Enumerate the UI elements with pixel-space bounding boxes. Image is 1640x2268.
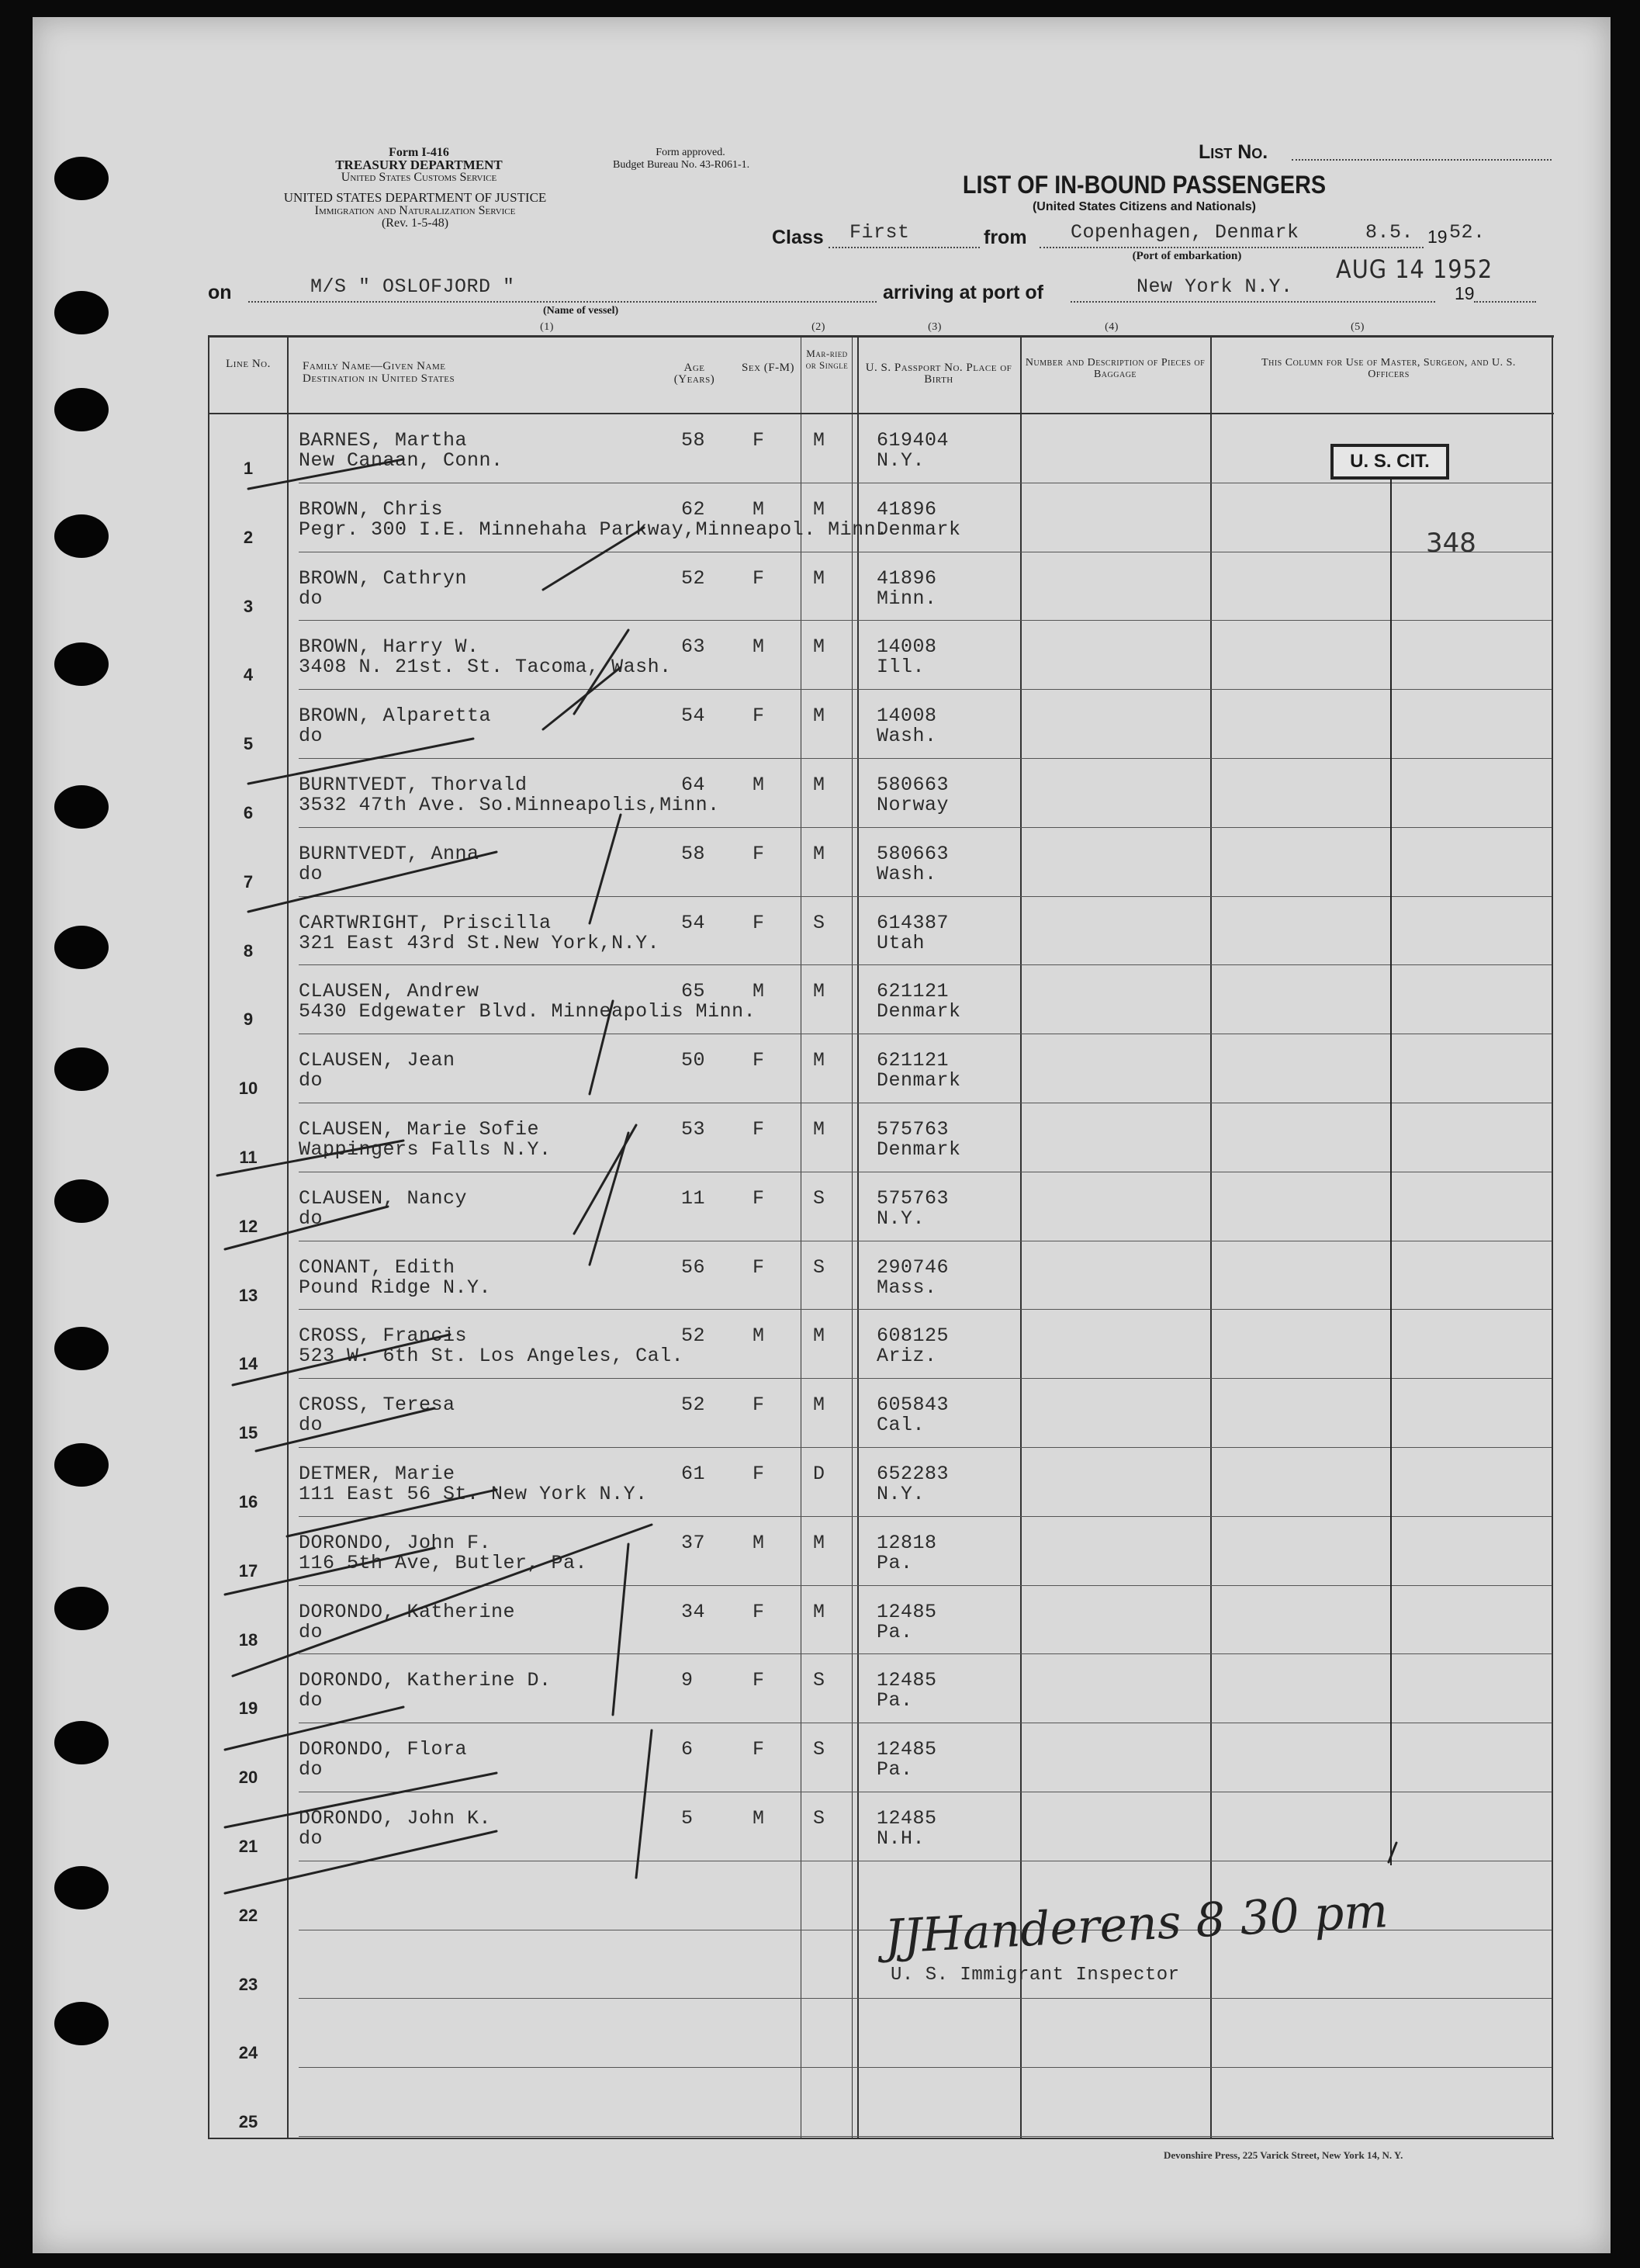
port-value: New York N.Y. [1137,275,1293,298]
passport-number: 652283 [877,1463,950,1485]
place-of-birth: Minn. [877,587,937,610]
line-number: 2 [243,527,254,547]
passenger-age: 34 [681,1600,706,1623]
passenger-sex: F [753,1186,765,1210]
passenger-age: 54 [681,911,706,934]
place-of-birth: Mass. [877,1276,937,1299]
header-passport: U. S. Passport No. Place of Birth [865,362,1012,386]
passport-number: 621121 [877,980,950,1003]
passenger-marital-status: S [813,1738,825,1761]
check-stroke [248,739,473,784]
passenger-destination: do [299,1207,324,1230]
check-stroke [574,630,628,714]
place-of-birth: Utah [877,931,926,954]
from-date: 8.5. [1365,221,1414,244]
passenger-destination: Pound Ridge N.Y. [299,1276,492,1299]
passenger-destination: do [299,1758,324,1782]
passenger-marital-status: M [813,566,825,590]
check-stroke [1389,1843,1396,1862]
check-stroke [225,1548,434,1595]
check-stroke [225,1707,403,1750]
inspector-title: U. S. Immigrant Inspector [891,1965,1180,1986]
col-num-3: (3) [928,321,942,333]
passenger-age: 64 [681,774,706,796]
embark-caption: (Port of embarkation) [1132,250,1242,262]
line-number: 10 [238,1079,258,1099]
check-stroke [613,1544,628,1715]
passport-number: 608125 [877,1324,950,1348]
passenger-sex: F [753,566,765,590]
passenger-marital-status: S [813,1186,825,1210]
page-subtitle: (United States Citizens and Nationals) [1032,200,1257,213]
passenger-sex: F [753,1738,765,1761]
passenger-age: 62 [681,497,706,521]
passenger-destination: do [299,1620,324,1643]
check-stroke [248,459,403,489]
passenger-sex: F [753,429,765,452]
passenger-name: CARTWRIGHT, Priscilla [299,911,552,934]
col-num-5: (5) [1351,321,1365,333]
line-number: 8 [243,940,254,961]
class-value: First [849,221,910,244]
passenger-marital-status: M [813,497,825,521]
passenger-marital-status: S [813,1255,825,1279]
passport-number: 41896 [877,497,937,521]
check-stroke [543,528,644,590]
passenger-age: 54 [681,705,706,728]
line-number: 18 [238,1629,258,1650]
arriving-label: arriving at port of [883,282,1043,303]
passport-number: 14008 [877,705,937,728]
passenger-name: DETMER, Marie [299,1463,455,1485]
place-of-birth: Denmark [877,1069,961,1092]
passenger-name: DORONDO, Katherine [299,1600,516,1623]
line-number: 13 [238,1285,258,1305]
passenger-marital-status: M [813,429,825,452]
header-baggage: Number and Description of Pieces of Baggage [1025,357,1206,380]
place-of-birth: N.Y. [877,1483,926,1505]
passenger-sex: M [753,497,765,521]
header-line-no: Line No. [226,358,271,370]
passenger-destination: do [299,725,324,748]
passenger-name: CROSS, Francis [299,1324,468,1348]
check-stroke [217,1141,403,1176]
passenger-age: 50 [681,1049,706,1072]
passport-number: 12818 [877,1531,937,1554]
year-value: 52. [1449,221,1486,244]
check-stroke [636,1730,652,1878]
line-number: 4 [243,665,254,685]
printer-imprint: Devonshire Press, 225 Varick Street, New York 14, N. Y. [1164,2149,1403,2161]
passenger-name: CLAUSEN, Marie Sofie [299,1118,540,1141]
passenger-marital-status: D [813,1463,825,1485]
passenger-age: 52 [681,1394,706,1417]
place-of-birth: Ariz. [877,1345,937,1368]
arrival-date-stamp: AUG 14 1952 [1336,255,1493,284]
passenger-age: 65 [681,980,706,1003]
passport-number: 290746 [877,1255,950,1279]
passport-number: 12485 [877,1807,937,1830]
line-number: 17 [238,1560,258,1581]
passenger-sex: F [753,911,765,934]
line-number: 9 [243,1009,254,1030]
place-of-birth: Wash. [877,725,937,748]
passenger-name: CLAUSEN, Jean [299,1049,455,1072]
passenger-age: 5 [681,1807,694,1830]
year-label: 19 [1427,227,1448,247]
passenger-age: 56 [681,1255,706,1279]
header-sex: Sex (F-M) [742,362,794,374]
passenger-age: 58 [681,842,706,865]
header-name: Family Name—Given Name [303,360,446,372]
passenger-name: DORONDO, John F. [299,1531,492,1554]
check-stroke [590,1133,628,1265]
col-num-2: (2) [811,321,825,333]
header-officers: This Column for Use of Master, Surgeon, and U. S. Officers [1261,357,1516,380]
revision-label: (Rev. 1-5-48) [381,216,449,230]
line-number: 6 [243,803,254,822]
passport-number: 575763 [877,1186,950,1210]
check-stroke [543,667,621,729]
passenger-name: BURNTVEDT, Thorvald [299,774,528,796]
passport-number: 575763 [877,1118,950,1141]
passenger-name: BROWN, Cathryn [299,566,468,590]
place-of-birth: Cal. [877,1414,926,1437]
check-stroke [248,852,496,912]
passenger-destination: do [299,1069,324,1092]
passenger-name: CLAUSEN, Andrew [299,980,479,1003]
check-stroke [233,1335,450,1385]
passenger-destination: do [299,862,324,885]
passenger-name: CONANT, Edith [299,1255,455,1279]
passenger-age: 11 [681,1186,706,1210]
year2-label: 19 [1455,283,1475,303]
passenger-marital-status: S [813,911,825,934]
passenger-marital-status: S [813,1807,825,1830]
passenger-destination: do [299,1414,324,1437]
line-number: 3 [243,596,254,616]
passport-number: 619404 [877,429,950,452]
passenger-destination: 5430 Edgewater Blvd. Minneapolis Minn. [299,1000,756,1023]
passenger-sex: M [753,774,765,796]
line-number: 11 [239,1148,258,1167]
passenger-sex: F [753,1118,765,1141]
line-number: 7 [243,871,254,892]
passport-number: 12485 [877,1600,937,1623]
line-number: 21 [238,1837,258,1856]
line-number: 22 [238,1905,258,1925]
on-label: on [208,282,232,303]
from-value: Copenhagen, Denmark [1071,221,1299,244]
passenger-name: BROWN, Chris [299,497,444,521]
passenger-marital-status: M [813,842,825,865]
class-label: Class [772,227,824,248]
form-approved: Form approved. [656,147,725,158]
page-title: LIST OF IN-BOUND PASSENGERS [962,171,1327,199]
passenger-marital-status: M [813,774,825,796]
form-number: Form I-416 [389,146,449,159]
passenger-destination: do [299,587,324,610]
passenger-name: BARNES, Martha [299,429,468,452]
check-stroke [287,1490,496,1536]
line-number: 16 [238,1492,258,1511]
passenger-sex: F [753,842,765,865]
passenger-sex: F [753,705,765,728]
justice-label: UNITED STATES DEPARTMENT OF JUSTICE [283,190,547,205]
officer-note: 348 [1426,528,1476,559]
passenger-sex: F [753,1669,765,1692]
passenger-marital-status: M [813,635,825,659]
line-number: 23 [238,1974,258,1994]
passenger-destination: 321 East 43rd St.New York,N.Y. [299,931,660,954]
passenger-name: CLAUSEN, Nancy [299,1186,468,1210]
passport-number: 621121 [877,1049,950,1072]
passenger-sex: M [753,1324,765,1348]
passenger-age: 63 [681,635,706,659]
line-number: 5 [243,734,254,754]
header-age: Age (Years) [673,362,715,386]
passport-number: 14008 [877,635,937,659]
place-of-birth: Pa. [877,1551,913,1574]
passenger-name: DORONDO, John K. [299,1807,492,1830]
passport-number: 605843 [877,1394,950,1417]
passenger-name: CROSS, Teresa [299,1394,455,1417]
passenger-name: BROWN, Harry W. [299,635,479,659]
passenger-sex: F [753,1255,765,1279]
place-of-birth: Norway [877,794,950,816]
passenger-age: 61 [681,1463,706,1485]
passenger-age: 9 [681,1669,694,1692]
passenger-marital-status: M [813,705,825,728]
passport-number: 12485 [877,1669,937,1692]
place-of-birth: N.Y. [877,449,926,472]
passenger-sex: M [753,635,765,659]
place-of-birth: Pa. [877,1689,913,1712]
line-number: 19 [238,1698,258,1719]
place-of-birth: Ill. [877,656,926,679]
passenger-age: 37 [681,1531,706,1554]
place-of-birth: N.H. [877,1827,926,1850]
passport-number: 580663 [877,842,950,865]
check-stroke [233,1525,652,1676]
passport-number: 580663 [877,774,950,796]
passenger-destination: Pegr. 300 I.E. Minnehaha Parkway,Minneapol. Minn. [299,518,888,541]
passenger-sex: F [753,1600,765,1623]
check-stroke [225,1773,496,1827]
passenger-sex: M [753,1807,765,1830]
vessel-name: M/S " OSLOFJORD " [310,275,515,298]
vessel-caption: (Name of vessel) [543,305,619,317]
place-of-birth: Denmark [877,1138,961,1161]
passenger-name: BURNTVEDT, Anna [299,842,479,865]
passenger-marital-status: M [813,1324,825,1348]
col-num-4: (4) [1105,321,1119,333]
passenger-marital-status: M [813,1394,825,1417]
header-destination: Destination in United States [303,372,455,385]
inspector-signature: JJHanderens 8 30 pm [883,1884,1389,1965]
passenger-sex: F [753,1463,765,1485]
line-number: 12 [238,1216,258,1236]
passenger-destination: 523 W. 6th St. Los Angeles, Cal. [299,1345,684,1368]
place-of-birth: Denmark [877,518,961,541]
line-number: 24 [238,2043,258,2063]
passenger-sex: F [753,1049,765,1072]
passenger-destination: 116 5th Ave, Butler, Pa. [299,1551,588,1574]
place-of-birth: Pa. [877,1620,913,1643]
place-of-birth: Wash. [877,862,937,885]
place-of-birth: N.Y. [877,1207,926,1230]
passenger-name: DORONDO, Flora [299,1738,468,1761]
passenger-sex: M [753,1531,765,1554]
passenger-sex: F [753,1394,765,1417]
check-stroke [225,1207,388,1249]
header-married: Mar-ried or Single [805,348,849,371]
passenger-destination: 3408 N. 21st. St. Tacoma, Wash. [299,656,672,679]
check-stroke [225,1831,496,1893]
check-stroke [590,815,621,923]
line-number: 15 [238,1423,258,1443]
passenger-age: 52 [681,1324,706,1348]
line-number: 14 [238,1354,258,1374]
ins-label: Immigration and Naturalization Service [314,204,516,217]
from-label: from [984,227,1027,248]
place-of-birth: Denmark [877,1000,961,1023]
us-citizen-stamp: U. S. CIT. [1330,444,1449,480]
customs-label: United States Customs Service [341,171,497,184]
passenger-marital-status: M [813,1600,825,1623]
passenger-age: 53 [681,1118,706,1141]
passenger-name: BROWN, Alparetta [299,705,492,728]
passenger-marital-status: M [813,980,825,1003]
passport-number: 41896 [877,566,937,590]
passport-number: 12485 [877,1738,937,1761]
col-num-1: (1) [540,321,554,333]
passenger-destination: do [299,1689,324,1712]
check-stroke [256,1408,434,1451]
passenger-destination: New Canaan, Conn. [299,449,503,472]
passenger-destination: 111 East 56 St. New York N.Y. [299,1483,648,1505]
list-no-label: List No. [1199,141,1268,163]
passenger-sex: M [753,980,765,1003]
passenger-age: 52 [681,566,706,590]
passenger-destination: Wappingers Falls N.Y. [299,1138,552,1161]
place-of-birth: Pa. [877,1758,913,1782]
passenger-name: DORONDO, Katherine D. [299,1669,552,1692]
passenger-destination: do [299,1827,324,1850]
passenger-marital-status: S [813,1669,825,1692]
line-number: 25 [238,2112,258,2132]
passenger-marital-status: M [813,1118,825,1141]
passenger-age: 58 [681,429,706,452]
passenger-destination: 3532 47th Ave. So.Minneapolis,Minn. [299,794,720,816]
passenger-age: 6 [681,1738,694,1761]
check-stroke [590,1001,613,1094]
budget-bureau: Budget Bureau No. 43-R061-1. [613,159,750,171]
line-number: 1 [243,459,254,478]
passenger-marital-status: M [813,1049,825,1072]
treasury-label: TREASURY DEPARTMENT [335,158,503,172]
passport-number: 614387 [877,911,950,934]
passenger-marital-status: M [813,1531,825,1554]
line-number: 20 [238,1768,258,1788]
